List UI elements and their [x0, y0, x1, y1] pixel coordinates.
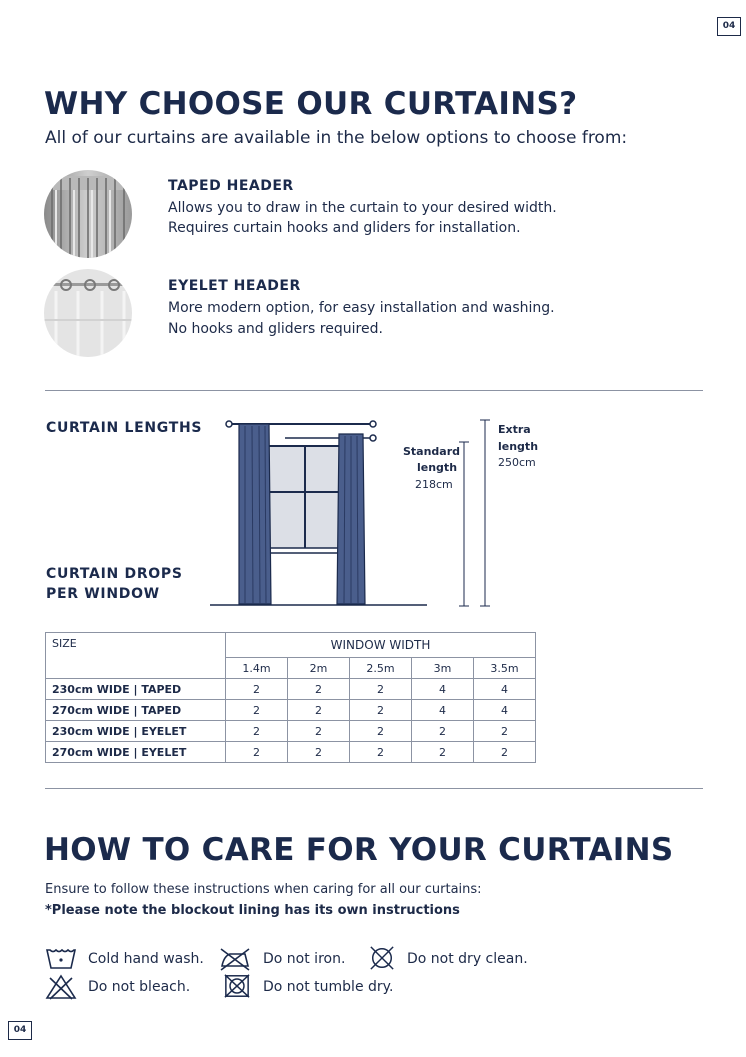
- care-intro: Ensure to follow these instructions when caring for all our curtains:: [45, 882, 482, 897]
- row-label: 270cm WIDE | TAPED: [46, 700, 226, 721]
- divider: [45, 788, 703, 789]
- table-cell: 2: [350, 721, 412, 742]
- extra-length-label-1: Extra: [498, 423, 531, 436]
- width-col-header: 3.5m: [474, 658, 536, 679]
- eyelet-header-desc-1: More modern option, for easy installation and washing.: [168, 300, 555, 316]
- page-number-bottom: 04: [8, 1021, 32, 1040]
- table-cell: 2: [288, 679, 350, 700]
- row-label: 270cm WIDE | EYELET: [46, 742, 226, 763]
- table-row: [46, 721, 536, 742]
- row-label: 230cm WIDE | EYELET: [46, 721, 226, 742]
- section-title-care: HOW TO CARE FOR YOUR CURTAINS: [44, 832, 674, 868]
- table-cell: 2: [288, 700, 350, 721]
- curtain-illustration: [205, 410, 495, 610]
- row-label: 230cm WIDE | TAPED: [46, 679, 226, 700]
- section-title-why: WHY CHOOSE OUR CURTAINS?: [44, 86, 578, 122]
- table-cell: 2: [226, 742, 288, 763]
- table-row: [46, 679, 536, 700]
- taped-header-title: TAPED HEADER: [168, 178, 294, 194]
- eyelet-header-title: EYELET HEADER: [168, 278, 301, 294]
- table-row: [46, 700, 536, 721]
- curtain-lengths-heading: CURTAIN LENGTHS: [46, 420, 203, 436]
- curtain-drops-heading-1: CURTAIN DROPS: [46, 566, 183, 582]
- no-dry-clean-label: Do not dry clean.: [407, 951, 528, 967]
- divider: [45, 390, 703, 391]
- width-col-header: 2.5m: [350, 658, 412, 679]
- no-tumble-dry-label: Do not tumble dry.: [263, 979, 394, 995]
- table-cell: 2: [350, 700, 412, 721]
- width-col-header: 1.4m: [226, 658, 288, 679]
- eyelet-header-desc-2: No hooks and gliders required.: [168, 321, 383, 337]
- table-cell: 2: [474, 742, 536, 763]
- width-col-header: 3m: [412, 658, 474, 679]
- hand-wash-icon: [44, 946, 78, 972]
- table-cell: 2: [412, 721, 474, 742]
- page-number-top: 04: [717, 17, 741, 36]
- no-iron-icon: [218, 946, 252, 972]
- table-cell: 2: [226, 700, 288, 721]
- table-cell: 2: [288, 742, 350, 763]
- table-cell: 2: [226, 721, 288, 742]
- table-cell: 4: [474, 679, 536, 700]
- size-header: SIZE: [46, 633, 226, 679]
- table-cell: 4: [474, 700, 536, 721]
- table-cell: 2: [412, 742, 474, 763]
- extra-length-label-2: length: [498, 440, 539, 453]
- table-row: [46, 742, 536, 763]
- table-cell: 4: [412, 700, 474, 721]
- taped-header-desc-2: Requires curtain hooks and gliders for installation.: [168, 220, 521, 236]
- hand-wash-label: Cold hand wash.: [88, 951, 204, 967]
- intro-text: All of our curtains are available in the below options to choose from:: [45, 128, 628, 148]
- no-bleach-label: Do not bleach.: [88, 979, 191, 995]
- table-cell: 2: [350, 742, 412, 763]
- no-dry-clean-icon: [365, 945, 399, 971]
- table-cell: 2: [226, 679, 288, 700]
- taped-header-image: [44, 170, 132, 258]
- standard-length-label-2: length: [417, 461, 458, 474]
- standard-length-label-1: Standard: [403, 445, 461, 458]
- extra-length-value: 250cm: [498, 456, 536, 469]
- table-cell: 2: [474, 721, 536, 742]
- no-bleach-icon: [44, 974, 78, 1000]
- table-cell: 4: [412, 679, 474, 700]
- window-width-header: WINDOW WIDTH: [226, 633, 536, 658]
- standard-length-value: 218cm: [415, 478, 453, 491]
- curtain-drops-heading-2: PER WINDOW: [46, 586, 160, 602]
- no-tumble-dry-icon: [220, 973, 254, 999]
- care-note: *Please note the blockout lining has its own instructions: [45, 903, 460, 918]
- table-cell: 2: [288, 721, 350, 742]
- table-cell: 2: [350, 679, 412, 700]
- width-col-header: 2m: [288, 658, 350, 679]
- taped-header-desc-1: Allows you to draw in the curtain to your desired width.: [168, 200, 557, 216]
- curtain-drops-table: [45, 632, 536, 763]
- eyelet-header-image: [44, 269, 132, 357]
- no-iron-label: Do not iron.: [263, 951, 346, 967]
